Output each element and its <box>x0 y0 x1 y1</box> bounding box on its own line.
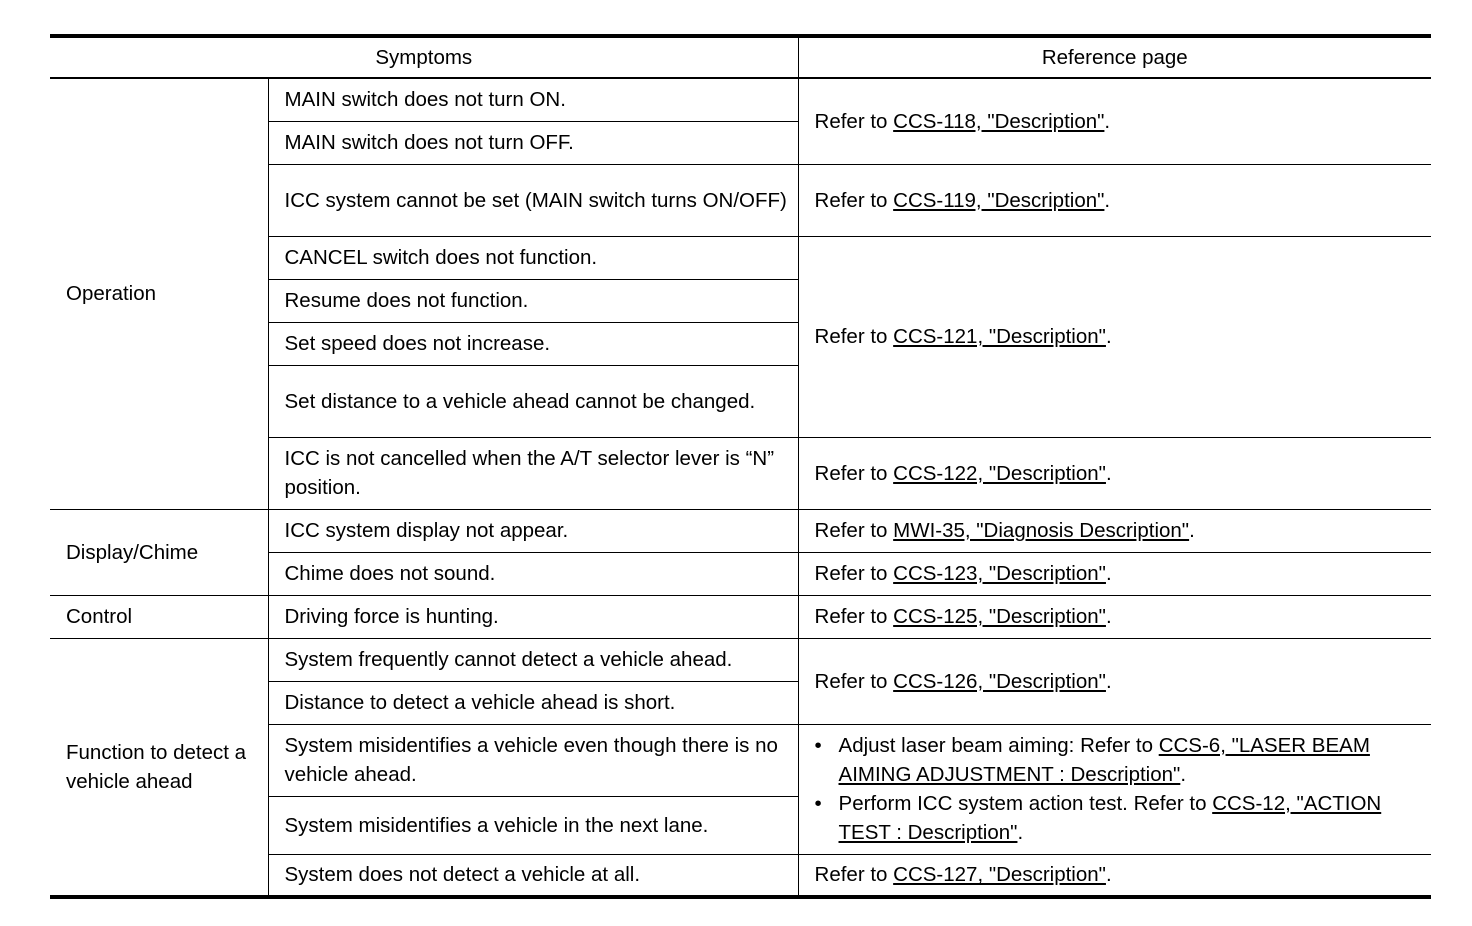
symptom-cell: Driving force is hunting. <box>268 595 798 638</box>
reference-cell <box>798 509 1431 552</box>
reference-bullet-list <box>815 731 1424 847</box>
reference-cell <box>798 552 1431 595</box>
category-function-detect: Function to detect a vehicle ahead <box>50 638 268 897</box>
refer-to-text: Refer to <box>814 562 894 585</box>
reference-cell <box>798 724 1431 854</box>
link-ccs-121[interactable]: CCS-121, "Description" <box>893 325 1106 348</box>
period: . <box>1105 605 1112 628</box>
reference-cell <box>798 595 1431 638</box>
bullet-text: Adjust laser beam aiming: Refer to <box>838 734 1159 757</box>
refer-to-text: Refer to <box>814 863 894 887</box>
symptom-cell: ICC system display not appear. <box>268 509 798 552</box>
link-ccs-122[interactable]: CCS-122, "Description" <box>893 461 1106 485</box>
symptom-cell: MAIN switch does not turn OFF. <box>268 121 798 164</box>
symptom-cell: Chime does not sound. <box>268 552 798 595</box>
link-mwi-35[interactable]: MWI-35, "Diagnosis Description" <box>893 519 1190 542</box>
period: . <box>1105 669 1112 693</box>
category-operation: Operation <box>50 78 268 509</box>
symptom-cell: Set distance to a vehicle ahead cannot be changed. <box>268 365 798 437</box>
reference-cell <box>798 437 1431 509</box>
symptom-cell: System does not detect a vehicle at all. <box>268 854 798 897</box>
link-ccs-127[interactable]: CCS-127, "Description" <box>893 863 1106 887</box>
category-display-chime: Display/Chime <box>50 509 268 595</box>
reference-cell <box>798 164 1431 236</box>
list-item <box>815 789 1424 847</box>
table-row <box>50 78 1431 121</box>
refer-to-text: Refer to <box>814 669 894 693</box>
refer-to-text: Refer to <box>814 109 894 133</box>
reference-cell <box>798 78 1431 164</box>
symptoms-table <box>50 34 1431 899</box>
symptom-cell: Resume does not function. <box>268 279 798 322</box>
period: . <box>1104 188 1111 212</box>
symptom-cell: MAIN switch does not turn ON. <box>268 78 798 121</box>
period: . <box>1017 821 1024 844</box>
symptom-cell: Set speed does not increase. <box>268 322 798 365</box>
period: . <box>1105 461 1112 485</box>
refer-to-text: Refer to <box>814 461 894 485</box>
table-row <box>50 638 1431 681</box>
bullet-text: Perform ICC system action test. Refer to <box>838 792 1213 815</box>
period: . <box>1189 519 1195 542</box>
link-ccs-6[interactable]: CCS-6, "LASER BEAM AIMING ADJUSTMENT : Description" <box>838 734 1370 786</box>
symptom-cell: ICC is not cancelled when the A/T selector lever is “N” position. <box>268 437 798 509</box>
table-row <box>50 595 1431 638</box>
link-ccs-119[interactable]: CCS-119, "Description" <box>893 188 1105 212</box>
refer-to-text: Refer to <box>814 605 894 628</box>
symptom-cell: CANCEL switch does not function. <box>268 236 798 279</box>
reference-cell <box>798 236 1431 437</box>
symptom-cell: ICC system cannot be set (MAIN switch turns ON/OFF) <box>268 164 798 236</box>
list-item <box>815 731 1424 789</box>
link-ccs-118[interactable]: CCS-118, "Description" <box>893 109 1105 133</box>
refer-to-text: Refer to <box>814 325 894 348</box>
link-ccs-126[interactable]: CCS-126, "Description" <box>893 669 1106 693</box>
symptom-cell: Distance to detect a vehicle ahead is short. <box>268 681 798 724</box>
link-ccs-125[interactable]: CCS-125, "Description" <box>893 605 1106 628</box>
table-row <box>50 509 1431 552</box>
link-ccs-12[interactable]: CCS-12, "ACTION TEST : Description" <box>838 792 1382 844</box>
refer-to-text: Refer to <box>814 188 894 212</box>
link-ccs-123[interactable]: CCS-123, "Description" <box>893 562 1106 585</box>
period: . <box>1105 325 1112 348</box>
reference-cell <box>798 854 1431 897</box>
refer-to-text: Refer to <box>814 519 894 542</box>
symptom-cell: System misidentifies a vehicle even though there is no vehicle ahead. <box>268 724 798 796</box>
period: . <box>1105 562 1112 585</box>
symptom-cell: System frequently cannot detect a vehicle ahead. <box>268 638 798 681</box>
period: . <box>1105 863 1112 887</box>
period: . <box>1180 763 1187 786</box>
period: . <box>1104 109 1111 133</box>
reference-cell <box>798 638 1431 724</box>
header-symptoms: Symptoms <box>50 36 798 78</box>
category-control: Control <box>50 595 268 638</box>
symptom-cell: System misidentifies a vehicle in the next lane. <box>268 796 798 854</box>
header-reference-page: Reference page <box>798 36 1431 78</box>
table-header-row <box>50 36 1431 78</box>
